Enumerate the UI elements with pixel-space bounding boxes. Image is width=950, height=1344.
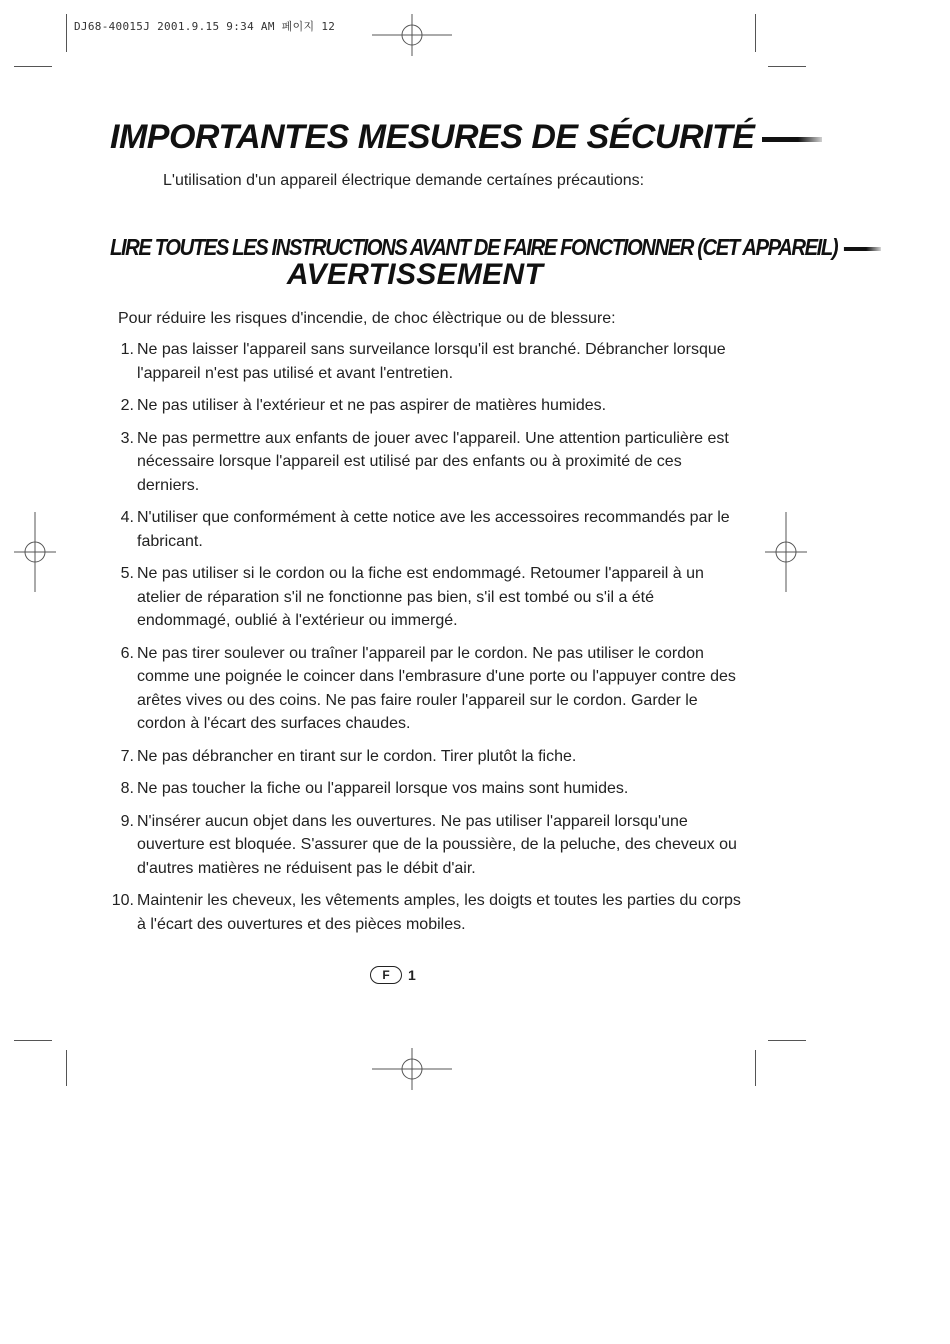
list-item	[104, 506, 744, 553]
warning-title: AVERTISSEMENT	[286, 258, 544, 291]
list-item-text: Ne pas laisser l'appareil sans surveilance lorsqu'il est branché. Débrancher lorsque l'appareil n'est pas utilisé et avant l'entretien.	[137, 341, 726, 382]
list-item-text: N'insérer aucun objet dans les ouvertures. Ne pas utiliser l'appareil lorsqu'une ouverture est bloquée. S'assurer que de la poussière, de la peluche, des cheveux ou d'autres matières ne réduisent pas le débit d'air.	[137, 812, 737, 877]
crop-mark-bottom-left-vertical	[66, 1050, 67, 1086]
list-item-text: Ne pas utiliser si le cordon ou la fiche est endommagé. Retoumer l'appareil à un atelier de réparation s'il ne fonctionne pas bien, s'il est tombé ou s'il a été endommagé, oublié à l'extérieur ou immergé.	[137, 565, 704, 629]
warning-lead: Pour réduire les risques d'incendie, de choc élèctrique ou de blessure:	[118, 310, 616, 327]
instructions-subheading	[110, 234, 881, 261]
list-item-number: 9.	[120, 812, 134, 830]
list-item	[104, 889, 744, 936]
registration-mark-top-icon	[372, 12, 452, 58]
page-title	[110, 118, 822, 157]
list-item-number: 1.	[120, 341, 134, 358]
list-item-number: 10.	[111, 892, 134, 909]
list-item-number: 5.	[120, 565, 134, 582]
list-item-text: Ne pas permettre aux enfants de jouer avec l'appareil. Une attention particulière est nécessaire lorsque l'appareil est utilisé par des enfants ou à proximité de ces derniers.	[137, 429, 729, 494]
crop-mark-bottom-right-horizontal	[768, 1040, 806, 1041]
list-item-number: 2.	[120, 397, 134, 414]
intro-text: L'utilisation d'un appareil électrique demande certaínes précautions:	[163, 172, 645, 189]
instructions-subheading-text: LIRE TOUTES LES INSTRUCTIONS AVANT DE FAIRE FONCTIONNER (CET APPAREIL)	[110, 234, 838, 260]
title-rule	[762, 137, 822, 142]
list-item-text: Ne pas tirer soulever ou traîner l'appareil par le cordon. Ne pas utiliser le cordon comme une poignée le coincer dans l'embrasure d'une porte ou l'appuyer contre des arêtes vives ou des coins. Ne pas faire rouler l'appareil sur le cordon. Garder le cordon à l'écart des surfaces chaudes.	[137, 644, 736, 732]
registration-mark-left-icon	[12, 512, 58, 592]
registration-mark-right-icon	[763, 512, 809, 592]
list-item	[104, 642, 744, 736]
list-item-number: 3.	[120, 429, 134, 447]
list-item-number: 6.	[120, 644, 134, 662]
crop-mark-top-right-vertical	[755, 14, 756, 52]
page-title-text: IMPORTANTES MESURES DE SÉCURITÉ	[110, 118, 755, 156]
crop-mark-top-right-horizontal	[768, 66, 806, 67]
list-item-text: N'utiliser que conformément à cette notice ave les accessoires recommandés par le fabricant.	[137, 509, 730, 550]
language-badge: F	[370, 966, 402, 984]
crop-mark-top-left-vertical	[66, 14, 67, 52]
crop-mark-bottom-right-vertical	[755, 1050, 756, 1086]
list-item-number: 4.	[120, 509, 134, 526]
list-item	[104, 810, 744, 881]
list-item-text: Maintenir les cheveux, les vêtements amples, les doigts et toutes les parties du corps à l'écart des ouvertures et des pièces mobiles.	[137, 892, 741, 933]
crop-mark-bottom-left-horizontal	[14, 1040, 52, 1041]
crop-mark-top-left-horizontal	[14, 66, 52, 67]
list-item	[104, 394, 744, 418]
list-item-number: 8.	[120, 780, 134, 797]
list-item	[104, 338, 744, 385]
list-item	[104, 427, 744, 498]
print-slug: DJ68-40015J 2001.9.15 9:34 AM 페이지 12	[74, 20, 336, 33]
list-item-text: Ne pas débrancher en tirant sur le cordon. Tirer plutôt la fiche.	[137, 747, 577, 765]
list-item	[104, 777, 744, 801]
subheading-rule	[844, 247, 881, 251]
registration-mark-bottom-icon	[372, 1046, 452, 1092]
safety-list	[104, 338, 744, 945]
list-item	[104, 745, 744, 769]
list-item-number: 7.	[120, 747, 134, 765]
page-number: 1	[408, 967, 416, 983]
page-footer	[370, 966, 416, 984]
list-item-text: Ne pas toucher la fiche ou l'appareil lorsque vos mains sont humides.	[137, 780, 629, 797]
list-item-text: Ne pas utiliser à l'extérieur et ne pas aspirer de matières humides.	[137, 397, 607, 414]
list-item	[104, 562, 744, 633]
